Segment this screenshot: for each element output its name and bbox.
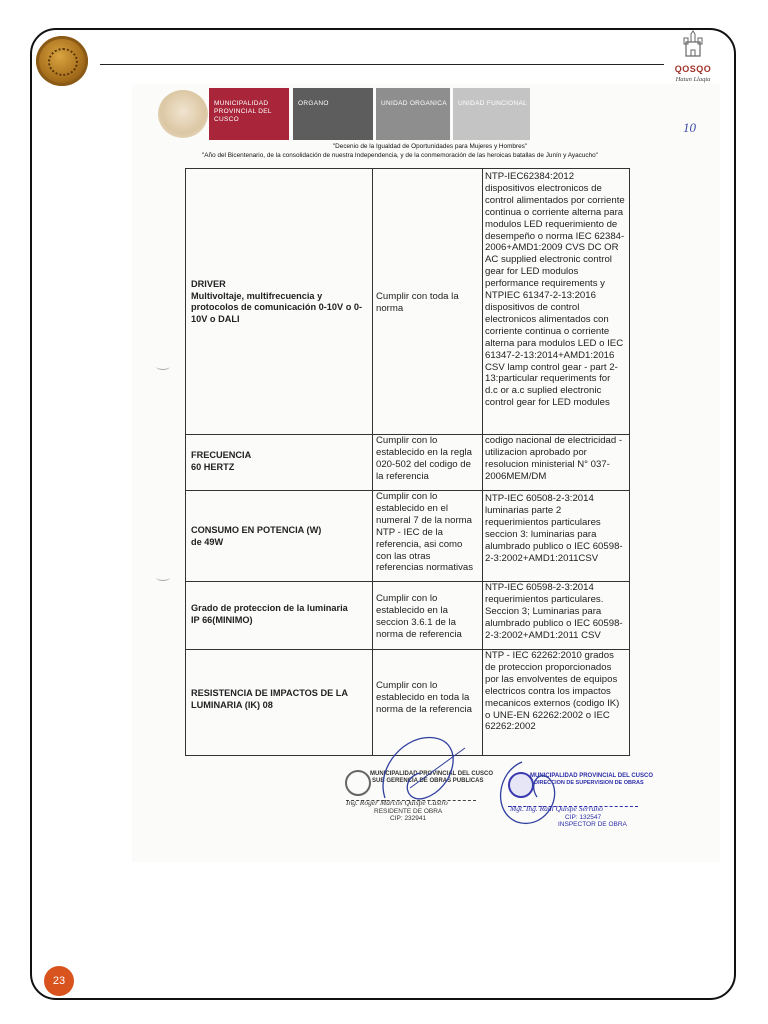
left-signer-role: RESIDENTE DE OBRA <box>374 808 443 815</box>
handwritten-page-number: 10 <box>683 120 696 135</box>
right-signer-name: Mgt. Ing. Raúl Quispe Serrano <box>510 804 603 813</box>
right-stamp-line2: DIRECCION DE SUPERVISION DE OBRAS <box>534 780 644 786</box>
table-row-2-standard: codigo nacional de electricidad - utilizacion aprobado por resolucion ministerial N° 037-2006MEM/DM <box>485 435 623 482</box>
table-row-4-item: Grado de proteccion de la luminaria IP 66(MINIMO) <box>191 603 348 625</box>
left-stamp-line2: SUB GERENCIA DE OBRAS PUBLICAS <box>372 778 484 784</box>
table-row-4-requirement: Cumplir con lo establecido en la seccion 3.6.1 de la norma de referencia <box>376 593 462 640</box>
table-row-5-requirement: Cumplir con lo establecido en toda la norma de la referencia <box>376 680 472 715</box>
table-row-5-standard: NTP - IEC 62262:2010 grados de proteccion proporcionados por las envolventes de equipos electricos contra los impactos mecanicos externos (codigo IK) o UNE-EN 62262:2002 o IEC 62262:2002 <box>485 650 620 733</box>
left-signer-name: Ing. Roger Marcos Quispe Castro <box>346 798 448 807</box>
right-signer-id: CIP: 132547 <box>565 814 602 821</box>
letterhead-box-municipality: MUNICIPALIDAD PROVINCIAL DEL CUSCO <box>209 88 289 140</box>
decenio-motto: "Decenio de la Igualdad de Oportunidades para Mujeres y Hombres" <box>332 143 528 150</box>
table-row-2-requirement: Cumplir con lo establecido en la regla 020-502 del codigo de la referencia <box>376 435 473 482</box>
municipality-crest-logo <box>158 90 208 138</box>
table-row-4-standard: NTP-IEC 60598-2-3:2014 requerimientos particulares. Seccion 3; Luminarias para alumbrado publico o IEC 60598-2-3:2002+AMD1:2011 CSV <box>485 582 623 641</box>
qosqo-subtitle: Hatun Llaqta <box>675 76 711 83</box>
letterhead-box-unidad-funcional: UNIDAD FUNCIONAL <box>453 88 530 140</box>
scan-mark <box>156 363 170 370</box>
municipal-seal-logo <box>36 36 88 86</box>
header-rule <box>100 64 664 65</box>
table-row-3-requirement: Cumplir con lo establecido en el numeral 7 de la norma NTP - IEC de la referencia, asi como con las otras referencias normativas <box>376 491 474 574</box>
table-row-2-item: FRECUENCIA 60 HERTZ <box>191 450 252 472</box>
qosqo-brand-text: QOSQO <box>674 64 712 74</box>
right-stamp-line1: MUNICIPALIDAD PROVINCIAL DEL CUSCO <box>530 773 654 779</box>
left-stamp-line1: MUNICIPALIDAD PROVINCIAL DEL CUSCO <box>370 771 494 777</box>
table-row-3-item: CONSUMO EN POTENCIA (W) de 49W <box>191 525 322 547</box>
specifications-table <box>185 168 630 756</box>
letterhead-box-unidad-organica: UNIDAD ORGANICA <box>376 88 450 140</box>
castle-crest-icon <box>680 30 706 60</box>
table-row-3-standard: NTP-IEC 60508-2-3:2014 luminarias parte 2 requerimientos particulares seccion 3: luminarias para alumbrado publico o IEC 60598-2-3:2002+AMD1:2011CSV <box>485 493 623 564</box>
qosqo-logo <box>668 30 718 90</box>
right-signer-role: INSPECTOR DE OBRA <box>558 821 627 828</box>
left-signer-id: CIP: 232941 <box>390 815 427 822</box>
page-number-badge: 23 <box>44 966 74 996</box>
letterhead-box-organo: ORGANO <box>293 88 373 140</box>
table-row-1-item: DRIVER Multivoltaje, multifrecuencia y protocolos de comunicación 0-10V o 0-10V o DALI <box>191 279 363 324</box>
table-row-1-requirement: Cumplir con toda la norma <box>376 291 459 314</box>
year-motto: "Año del Bicentenario, de la consolidación de nuestra Independencia, y de la conmemoración de las heroicas batallas de Junín y Ayacucho" <box>202 152 598 159</box>
table-row-5-item: RESISTENCIA DE IMPACTOS DE LA LUMINARIA (IK) 08 <box>191 688 348 710</box>
scan-mark <box>156 574 170 581</box>
table-row-1-standard: NTP-IEC62384:2012 dispositivos electronicos de control alimentados por corriente continua o corriente alterna para modulos LED requerimiento de desempeño o norma IEC 62384-2006+AMD1:2009 CVS DC OR AC supplied electronic control gear for LED modulos performance requirements y NTPIEC 61347-2-13:2016 dispositivos de control electronicos alimentados con corriente continua o corriente alterna para modulos LED o IEC 61347-2-13:2014+AMD1:2016 CSV lamp control gear - part 2-13:particular requeriments for d.c or a.c suplied electronic control gear for LED modules <box>485 171 625 409</box>
